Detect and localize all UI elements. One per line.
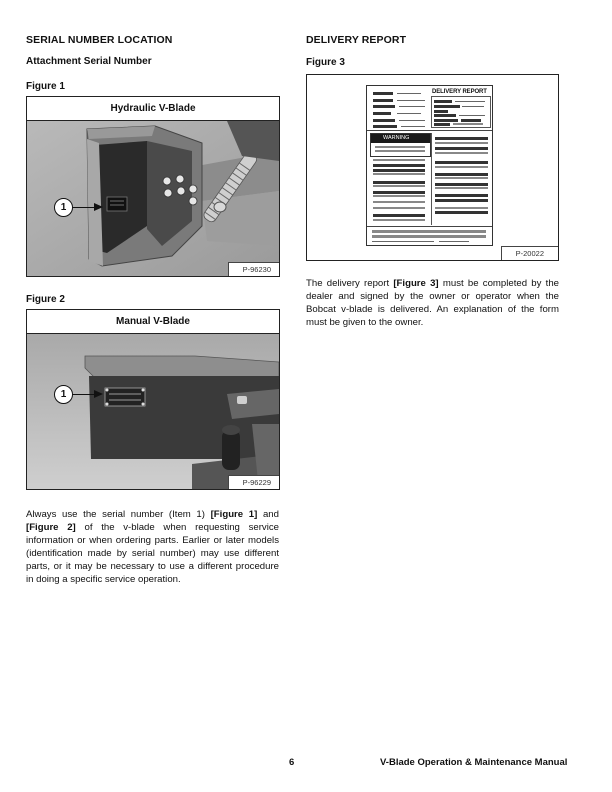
subsection-title-attachment-serial: Attachment Serial Number	[26, 56, 152, 67]
figure3-label: Figure 3	[306, 57, 345, 68]
figure2-reference: [Figure 2]	[26, 522, 76, 533]
manual-vblade-image	[27, 334, 279, 489]
figure1-label: Figure 1	[26, 81, 65, 92]
figure1-callout-1: 1	[54, 198, 73, 217]
form-warning-label: WARNING	[371, 134, 430, 143]
figure1-photo-number: P-96230	[228, 262, 279, 276]
figure2-callout-1: 1	[54, 385, 73, 404]
delivery-report-paragraph	[306, 277, 559, 329]
figure3-photo-number: P-20022	[501, 246, 558, 260]
form-title: DELIVERY REPORT	[432, 89, 487, 95]
figure2-title: Manual V-Blade	[27, 310, 279, 334]
figure2-box	[26, 309, 280, 490]
form-warning-box	[370, 133, 431, 157]
paragraph-text: of the v-blade when requesting service information or when ordering parts. Earlier or later models (identification made by serial number) may use different parts, or it may be necessary to use a different procedure in doing a specific service operation.	[26, 522, 279, 585]
manual-title: V-Blade Operation & Maintenance Manual	[380, 757, 568, 768]
section-title-serial-number: SERIAL NUMBER LOCATION	[26, 34, 173, 46]
figure1-box	[26, 96, 280, 277]
page-number: 6	[289, 757, 295, 768]
figure1-title: Hydraulic V-Blade	[27, 97, 279, 121]
figure1-photo-hydraulic-vblade	[27, 121, 279, 276]
paragraph-text: The delivery report	[306, 278, 394, 289]
figure1-reference: [Figure 1]	[210, 509, 258, 520]
figure2-label: Figure 2	[26, 294, 65, 305]
figure3-reference: [Figure 3]	[393, 278, 439, 289]
section-title-delivery-report: DELIVERY REPORT	[306, 34, 407, 46]
paragraph-text: Always use the serial number (Item 1)	[26, 509, 211, 520]
figure2-photo-manual-vblade	[27, 334, 279, 489]
figure2-photo-number: P-96229	[228, 475, 279, 489]
figure1-callout-arrow	[71, 207, 101, 208]
figure2-callout-arrow	[71, 394, 101, 395]
figure3-box	[306, 74, 559, 261]
paragraph-text: and	[257, 509, 279, 520]
delivery-report-form-image	[366, 85, 493, 246]
paragraph-text: must be completed by the dealer and signed by the owner or operator when the Bobcat v-blade is delivered. An explanation of the form must be given to the owner.	[306, 278, 559, 328]
serial-number-paragraph	[26, 508, 279, 586]
